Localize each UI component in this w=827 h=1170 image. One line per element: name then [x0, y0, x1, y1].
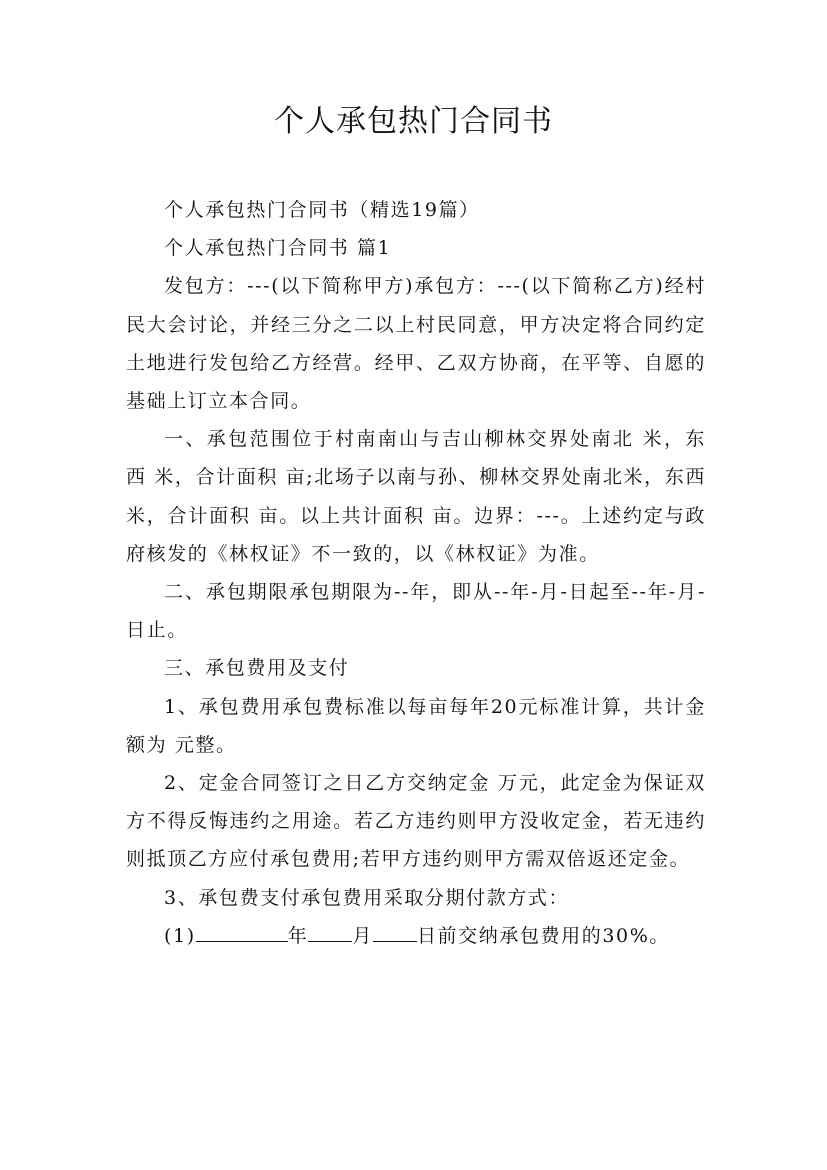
paragraph-fees-heading: 三、承包费用及支付 — [164, 657, 350, 680]
paragraph-parties: 发包方：---(以下简称甲方)承包方：---(以下简称乙方)经村民大会讨论，并经三分之二以上村民同意，甲方决定将合同约定土地进行发包给乙方经营。经甲、乙双方协商，在平等、自愿的基础上订立本合同。 — [126, 275, 706, 413]
section-heading: 个人承包热门合同书 篇1 — [164, 237, 392, 260]
installment-year-label: 年 — [287, 924, 309, 947]
paragraph-installment-1 — [126, 917, 706, 955]
installment-suffix: 日前交纳承包费用的30%。 — [416, 924, 670, 947]
paragraph-scope: 一、承包范围位于村南南山与吉山柳林交界处南北 米，东西 米，合计面积 亩;北场子以南与孙、柳林交界处南北米，东西 米，合计面积 亩。以上共计面积 亩。边界：---。上述约定与政府核发的《林权证》不一致的，以《林权证》为准。 — [126, 428, 706, 565]
paragraph-fee-standard: 1、承包费用承包费标准以每亩每年20元标准计算，共计金额为 元整。 — [126, 695, 706, 756]
document-subtitle: 个人承包热门合同书（精选19篇） — [164, 199, 480, 221]
document-body — [126, 191, 706, 955]
installment-month-label: 月 — [352, 924, 373, 947]
installment-prefix: (1) — [164, 924, 196, 947]
document-title: 个人承包热门合同书 — [274, 104, 553, 139]
paragraph-term: 二、承包期限承包期限为--年，即从--年-月-日起至--年-月-日止。 — [126, 581, 706, 642]
paragraph-deposit: 2、定金合同签订之日乙方交纳定金 万元，此定金为保证双方不得反悔违约之用途。若乙方违约则甲方没收定金，若无违约则抵顶乙方应付承包费用;若甲方违约则甲方需双倍返还定金。 — [126, 772, 706, 871]
blank-year — [196, 921, 288, 942]
blank-day — [373, 921, 417, 942]
paragraph-payment-method: 3、承包费支付承包费用采取分期付款方式： — [164, 886, 570, 909]
blank-month — [308, 921, 352, 942]
